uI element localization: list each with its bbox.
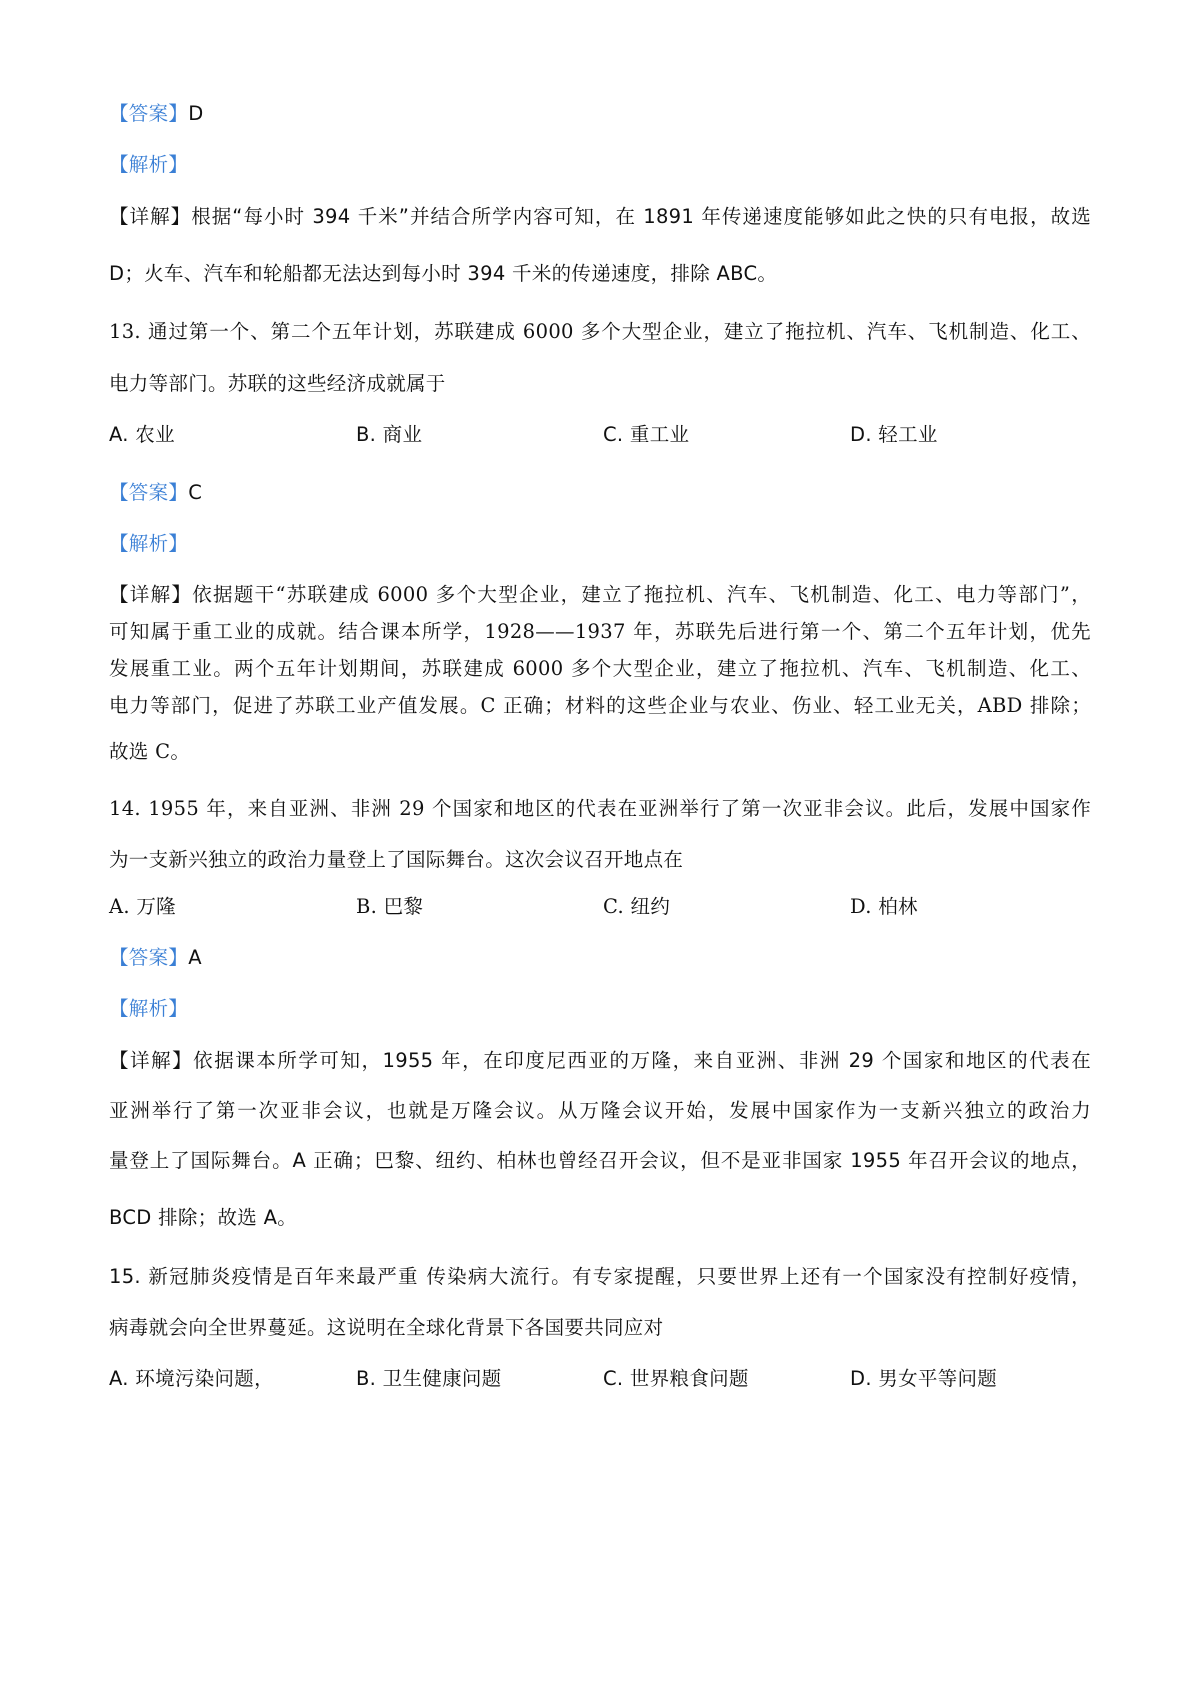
answer-value: D xyxy=(188,102,204,125)
question-stem: 15. 新冠肺炎疫情是百年来最严重 传染病大流行。有专家提醒，只要世界上还有一个国家没有控制好疫情， xyxy=(109,1265,1091,1288)
detail-tag: 【详解】 xyxy=(109,205,192,228)
answer-tag: 【答案】 xyxy=(109,102,189,125)
answer-tag: 【答案】 xyxy=(109,481,189,504)
option-b: B. 商业 xyxy=(356,423,423,446)
answer-value: A xyxy=(188,946,202,969)
detail-line: BCD 排除；故选 A。 xyxy=(109,1206,298,1229)
option-c: C. 纽约 xyxy=(603,895,671,918)
question-stem: 13. 通过第一个、第二个五年计划，苏联建成 6000 多个大型企业，建立了拖拉机、汽车、飞机制造、化工、 xyxy=(109,320,1091,343)
analysis-line xyxy=(109,995,1091,1023)
question-stem: 电力等部门。苏联的这些经济成就属于 xyxy=(109,372,446,395)
option-c: C. 重工业 xyxy=(603,423,690,446)
detail-line xyxy=(109,581,1091,609)
detail-tag: 【详解】 xyxy=(109,1049,194,1072)
detail-line xyxy=(109,203,1091,231)
option-a: A. 环境污染问题， xyxy=(109,1367,274,1390)
answer-line xyxy=(109,100,1091,128)
analysis-tag: 【解析】 xyxy=(109,997,189,1020)
option-c: C. 世界粮食问题 xyxy=(603,1367,749,1390)
detail-line: 故选 C。 xyxy=(109,740,191,763)
answer-tag: 【答案】 xyxy=(109,946,189,969)
option-b: B. 巴黎 xyxy=(356,895,424,918)
option-b: B. 卫生健康问题 xyxy=(356,1367,502,1390)
analysis-tag: 【解析】 xyxy=(109,153,189,176)
option-a: A. 农业 xyxy=(109,423,175,446)
analysis-tag: 【解析】 xyxy=(109,532,189,555)
detail-text: 依据课本所学可知，1955 年，在印度尼西亚的万隆，来自亚洲、非洲 29 个国家和地区的代表在 xyxy=(193,1049,1091,1072)
analysis-line xyxy=(109,530,1091,558)
question-stem: 病毒就会向全世界蔓延。这说明在全球化背景下各国要共同应对 xyxy=(109,1316,664,1339)
option-d: D. 柏林 xyxy=(850,895,918,918)
question-stem: 14. 1955 年，来自亚洲、非洲 29 个国家和地区的代表在亚洲举行了第一次亚非会议。此后，发展中国家作 xyxy=(109,797,1091,820)
option-d: D. 轻工业 xyxy=(850,423,938,446)
detail-tag: 【详解】 xyxy=(109,583,193,606)
detail-line: 可知属于重工业的成就。结合课本所学，1928——1937 年，苏联先后进行第一个、第二个五年计划，优先 xyxy=(109,620,1091,643)
answer-line xyxy=(109,944,1091,972)
answer-value: C xyxy=(188,481,203,504)
option-d: D. 男女平等问题 xyxy=(850,1367,998,1390)
option-a: A. 万隆 xyxy=(109,895,176,918)
detail-line: D；火车、汽车和轮船都无法达到每小时 394 千米的传递速度，排除 ABC。 xyxy=(109,262,778,285)
detail-line: 电力等部门，促进了苏联工业产值发展。C 正确；材料的这些企业与农业、伤业、轻工业无关，ABD 排除； xyxy=(109,694,1091,717)
detail-text: 根据“每小时 394 千米”并结合所学内容可知，在 1891 年传递速度能够如此之快的只有电报，故选 xyxy=(191,205,1091,228)
detail-line xyxy=(109,1047,1091,1075)
question-stem: 为一支新兴独立的政治力量登上了国际舞台。这次会议召开地点在 xyxy=(109,848,684,871)
detail-line: 亚洲举行了第一次亚非会议，也就是万隆会议。从万隆会议开始，发展中国家作为一支新兴独立的政治力 xyxy=(109,1099,1091,1122)
detail-line: 量登上了国际舞台。A 正确；巴黎、纽约、柏林也曾经召开会议，但不是亚非国家 1955 年召开会议的地点， xyxy=(109,1149,1091,1172)
detail-line: 发展重工业。两个五年计划期间，苏联建成 6000 多个大型企业，建立了拖拉机、汽车、飞机制造、化工、 xyxy=(109,657,1091,680)
analysis-line xyxy=(109,151,1091,179)
answer-line xyxy=(109,479,1091,507)
detail-text: 依据题干“苏联建成 6000 多个大型企业，建立了拖拉机、汽车、飞机制造、化工、电力等部门”， xyxy=(192,583,1092,606)
